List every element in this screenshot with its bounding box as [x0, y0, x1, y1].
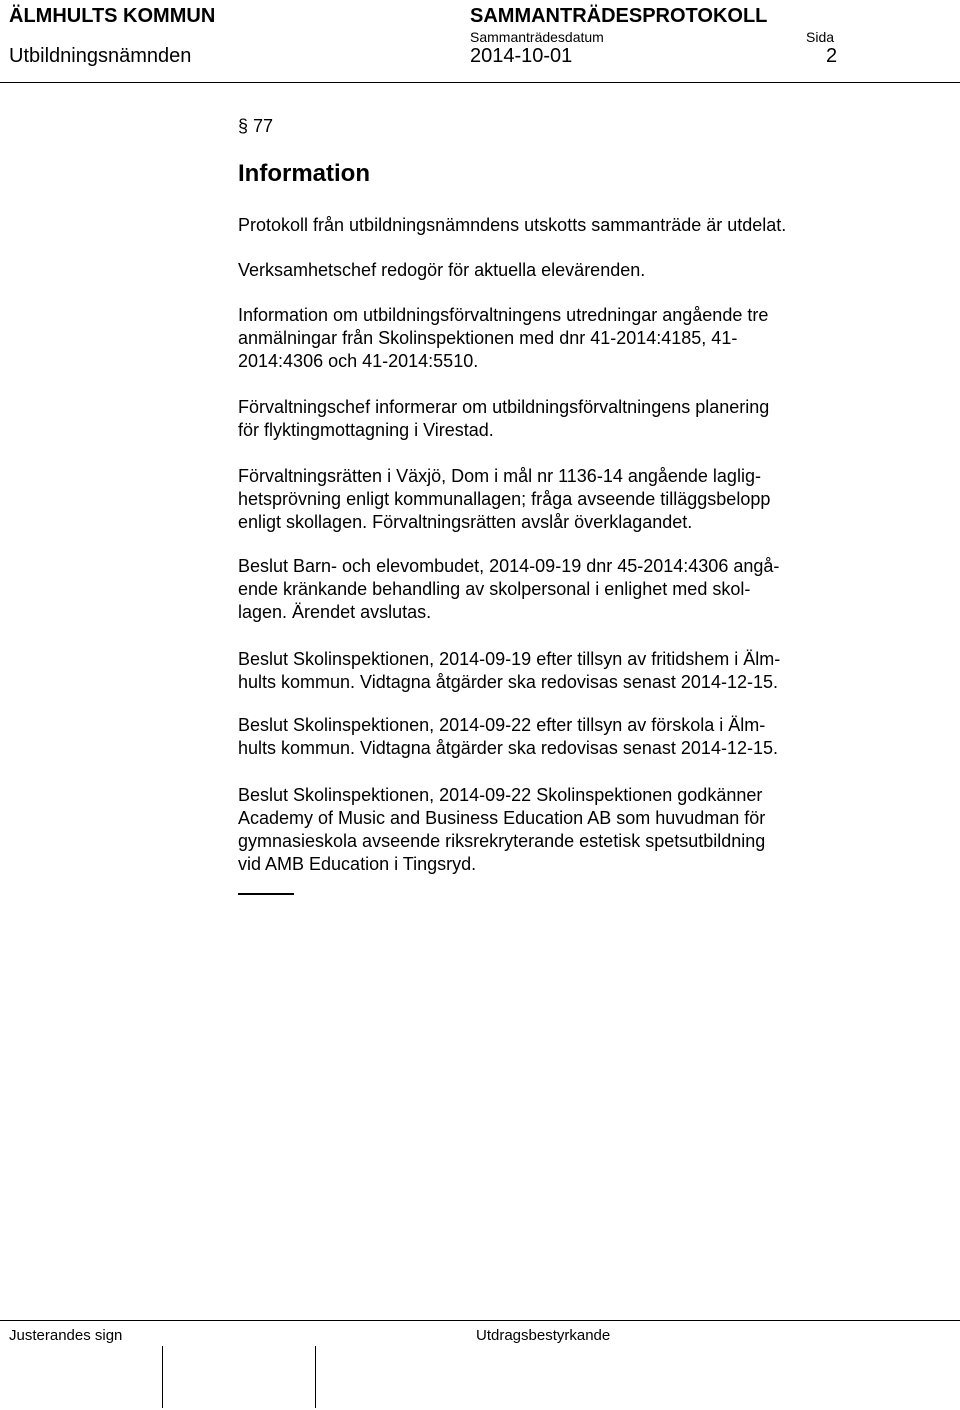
document-type: SAMMANTRÄDESPROTOKOLL — [470, 5, 768, 27]
adjuster-sign-label: Justerandes sign — [9, 1327, 123, 1344]
signature-box-divider — [162, 1346, 163, 1408]
body-paragraph: Förvaltningschef informerar om utbildningsförvaltningens planering för flyktingmottagning i Virestad. — [238, 397, 770, 440]
signature-box-divider — [315, 1346, 316, 1408]
section-title: Information — [238, 160, 370, 187]
body-paragraph: Information om utbildningsförvaltningens utredningar angående tre anmälningar från Skolinspektionen med dnr 41-2014:4185, 41- 2014:4306 och 41-2014:5510. — [238, 305, 769, 371]
body-paragraph: Protokoll från utbildningsnämndens utskotts sammanträde är utdelat. — [238, 215, 787, 235]
organization-name: ÄLMHULTS KOMMUN — [9, 5, 216, 27]
paragraph-number: § 77 — [238, 116, 274, 136]
extract-certify-label: Utdragsbestyrkande — [476, 1327, 611, 1344]
body-paragraph: Verksamhetschef redogör för aktuella elevärenden. — [238, 260, 646, 280]
header-divider — [0, 82, 960, 83]
page-label: Sida — [806, 29, 835, 45]
meeting-date: 2014-10-01 — [470, 45, 573, 67]
footer-divider — [0, 1320, 960, 1321]
body-paragraph: Beslut Skolinspektionen, 2014-09-22 Skolinspektionen godkänner Academy of Music and Business Education AB som huvudman för gymnasieskola avseende riksrekryterande estetisk spetsutbildning vid AMB Education i Tingsryd. — [238, 785, 766, 874]
body-paragraph: Förvaltningsrätten i Växjö, Dom i mål nr 1136-14 angående laglig- hetsprövning enligt kommunallagen; fråga avseende tilläggsbelopp enligt skollagen. Förvaltningsrätten avslår överklagandet. — [238, 466, 771, 532]
body-paragraph: Beslut Skolinspektionen, 2014-09-19 efter tillsyn av fritidshem i Älm- hults kommun. Vidtagna åtgärder ska redovisas senast 2014-12-15. — [238, 649, 781, 692]
body-paragraph: Beslut Skolinspektionen, 2014-09-22 efter tillsyn av förskola i Älm- hults kommun. Vidtagna åtgärder ska redovisas senast 2014-12-15. — [238, 715, 778, 758]
committee-name: Utbildningsnämnden — [9, 45, 192, 67]
meeting-date-label: Sammanträdesdatum — [470, 29, 604, 45]
page-number: 2 — [826, 45, 838, 67]
body-paragraph: Beslut Barn- och elevombudet, 2014-09-19 dnr 45-2014:4306 angå- ende kränkande behandling av skolpersonal i enlighet med skol- lagen. Ärendet avslutas. — [238, 556, 780, 622]
end-of-section-rule — [238, 893, 294, 895]
